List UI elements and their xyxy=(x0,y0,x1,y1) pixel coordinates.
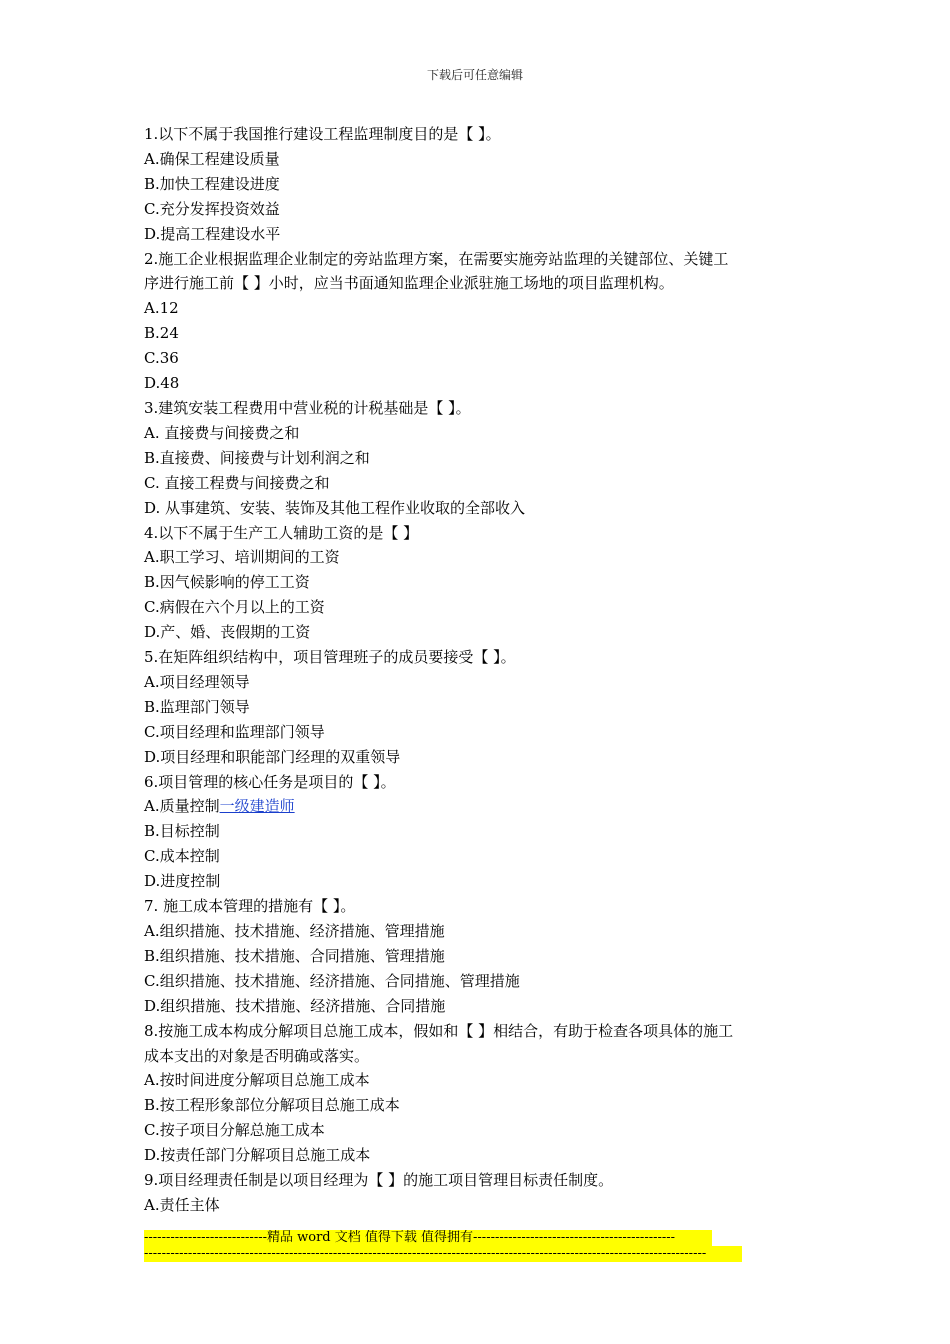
footer-banner: ----------------------------精品 word 文档 值得下载 值得拥有---------------------------------------------- xyxy=(144,1230,712,1246)
question-3-option-d: D. 从事建筑、安装、装饰及其他工程作业收取的全部收入 xyxy=(144,498,526,517)
question-6-option-a: A.质量控制 xyxy=(144,797,220,816)
question-6-option-b: B.目标控制 xyxy=(144,822,220,841)
question-3-option-c: C. 直接工程费与间接费之和 xyxy=(144,473,330,492)
question-6-stem: 6.项目管理的核心任务是项目的【 】。 xyxy=(144,772,396,791)
question-8-option-d: D.按责任部门分解项目总施工成本 xyxy=(144,1146,371,1165)
question-list xyxy=(144,122,812,1218)
question-6-option-c: C.成本控制 xyxy=(144,847,220,866)
question-7-option-c: C.组织措施、技术措施、经济措施、合同措施、管理措施 xyxy=(144,971,520,990)
page-header: 下载后可任意编辑 xyxy=(426,68,523,82)
question-9-stem: 9.项目经理责任制是以项目经理为【 】的施工项目管理目标责任制度。 xyxy=(144,1171,614,1190)
question-1-option-b: B.加快工程建设进度 xyxy=(144,174,280,193)
page-footer xyxy=(144,1230,744,1262)
question-4-stem: 4.以下不属于生产工人辅助工资的是【 】 xyxy=(144,523,419,542)
question-8-option-a: A.按时间进度分解项目总施工成本 xyxy=(144,1071,370,1090)
question-4-option-c: C.病假在六个月以上的工资 xyxy=(144,598,325,617)
question-4-option-b: B.因气候影响的停工工资 xyxy=(144,573,310,592)
question-2-option-b: B.24 xyxy=(144,324,179,343)
question-3-stem: 3.建筑安装工程费用中营业税的计税基础是【 】。 xyxy=(144,398,471,417)
question-2-option-d: D.48 xyxy=(144,374,180,393)
question-7-option-b: B.组织措施、技术措施、合同措施、管理措施 xyxy=(144,946,445,965)
question-3-option-a: A. 直接费与间接费之和 xyxy=(144,423,300,442)
question-5-option-c: C.项目经理和监理部门领导 xyxy=(144,722,325,741)
question-8-option-c: C.按子项目分解总施工成本 xyxy=(144,1121,325,1140)
question-8-stem-line-1: 8.按施工成本构成分解项目总施工成本，假如和【 】相结合，有助于检查各项具体的施工 xyxy=(144,1021,734,1040)
question-7-option-a: A.组织措施、技术措施、经济措施、管理措施 xyxy=(144,922,445,940)
question-2-stem-line-2: 序进行施工前【 】小时，应当书面通知监理企业派驻施工场地的项目监理机构。 xyxy=(144,274,674,293)
question-2-stem-line-1: 2.施工企业根据监理企业制定的旁站监理方案，在需要实施旁站监理的关键部位、关键工 xyxy=(144,249,729,268)
question-1-stem: 1.以下不属于我国推行建设工程监理制度目的是【 】。 xyxy=(144,125,501,143)
question-8-stem-line-2: 成本支出的对象是否明确或落实。 xyxy=(144,1046,370,1065)
question-4-option-a: A.职工学习、培训期间的工资 xyxy=(144,548,340,567)
question-5-stem: 5.在矩阵组织结构中，项目管理班子的成员要接受【 】。 xyxy=(144,648,516,667)
question-1-option-c: C.充分发挥投资效益 xyxy=(144,199,280,218)
question-7-stem: 7. 施工成本管理的措施有【 】。 xyxy=(144,897,356,916)
question-5-option-d: D.项目经理和职能部门经理的双重领导 xyxy=(144,747,401,766)
question-2-option-a: A.12 xyxy=(144,299,179,318)
question-1-option-a: A.确保工程建设质量 xyxy=(144,149,280,168)
question-6-option-a-row xyxy=(144,794,812,819)
question-5-option-b: B.监理部门领导 xyxy=(144,697,250,716)
constructor-link[interactable]: 一级建造师 xyxy=(219,797,295,816)
question-1-option-d: D.提高工程建设水平 xyxy=(144,224,281,243)
question-6-option-d: D.进度控制 xyxy=(144,872,221,891)
question-5-option-a: A.项目经理领导 xyxy=(144,672,250,691)
question-3-option-b: B.直接费、间接费与计划利润之和 xyxy=(144,448,370,467)
question-8-option-b: B.按工程形象部位分解项目总施工成本 xyxy=(144,1096,400,1115)
question-9-option-a: A.责任主体 xyxy=(144,1195,220,1214)
question-4-option-d: D.产、婚、丧假期的工资 xyxy=(144,623,311,642)
footer-divider: -------------------------------------------------------------------------------------------------------------------------------- xyxy=(144,1246,742,1262)
question-7-option-d: D.组织措施、技术措施、经济措施、合同措施 xyxy=(144,996,446,1015)
question-2-option-c: C.36 xyxy=(144,349,179,368)
